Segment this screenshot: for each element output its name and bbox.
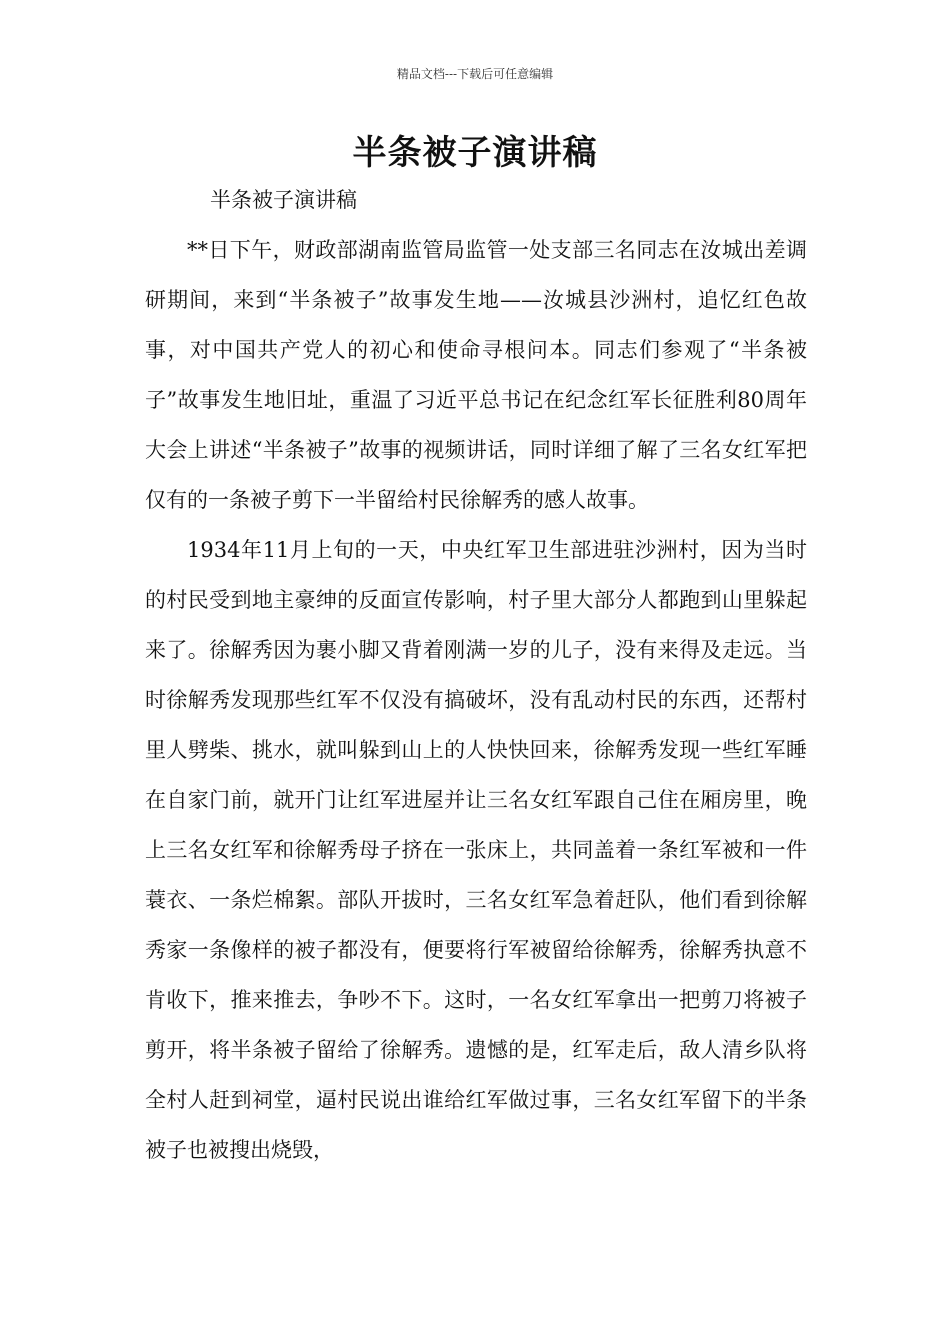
paragraph-2: 1934年11月上旬的一天，中央红军卫生部进驻沙洲村，因为当时的村民受到地主豪绅的反面宣传影响，村子里大部分人都跑到山里躲起来了。徐解秀因为裹小脚又背着刚满一岁的儿子，没有来得及走远。当时徐解秀发现那些红军不仅没有搞破坏，没有乱动村民的东西，还帮村里人劈柴、挑水，就叫躲到山上的人快快回来，徐解秀发现一些红军睡在自家门前，就开门让红军进屋并让三名女红军跟自己住在厢房里，晚上三名女红军和徐解秀母子挤在一张床上，共同盖着一条红军被和一件蓑衣、一条烂棉絮。部队开拔时，三名女红军急着赶队，他们看到徐解秀家一条像样的被子都没有，便要将行军被留给徐解秀，徐解秀执意不肯收下，推来推去，争吵不下。这时，一名女红军拿出一把剪刀将被子剪开，将半条被子留给了徐解秀。遗憾的是，红军走后，敌人清乡队将全村人赶到祠堂，逼村民说出谁给红军做过事，三名女红军留下的半条被子也被搜出烧毁， (145, 538, 807, 1162)
paragraph-1: **日下午，财政部湖南监管局监管一处支部三名同志在汝城出差调研期间，来到“半条被子”故事发生地——汝城县沙洲村，追忆红色故事，对中国共产党人的初心和使命寻根问本。同志们参观了“半条被子”故事发生地旧址，重温了习近平总书记在纪念红军长征胜利80周年大会上讲述“半条被子”故事的视频讲话，同时详细了解了三名女红军把仅有的一条被子剪下一半留给村民徐解秀的感人故事。 (145, 238, 807, 512)
page-header: 精品文档---下载后可任意编辑 (396, 67, 554, 81)
document-title: 半条被子演讲稿 (352, 133, 598, 173)
document-subtitle: 半条被子演讲稿 (210, 188, 357, 212)
document-body (145, 225, 807, 1175)
